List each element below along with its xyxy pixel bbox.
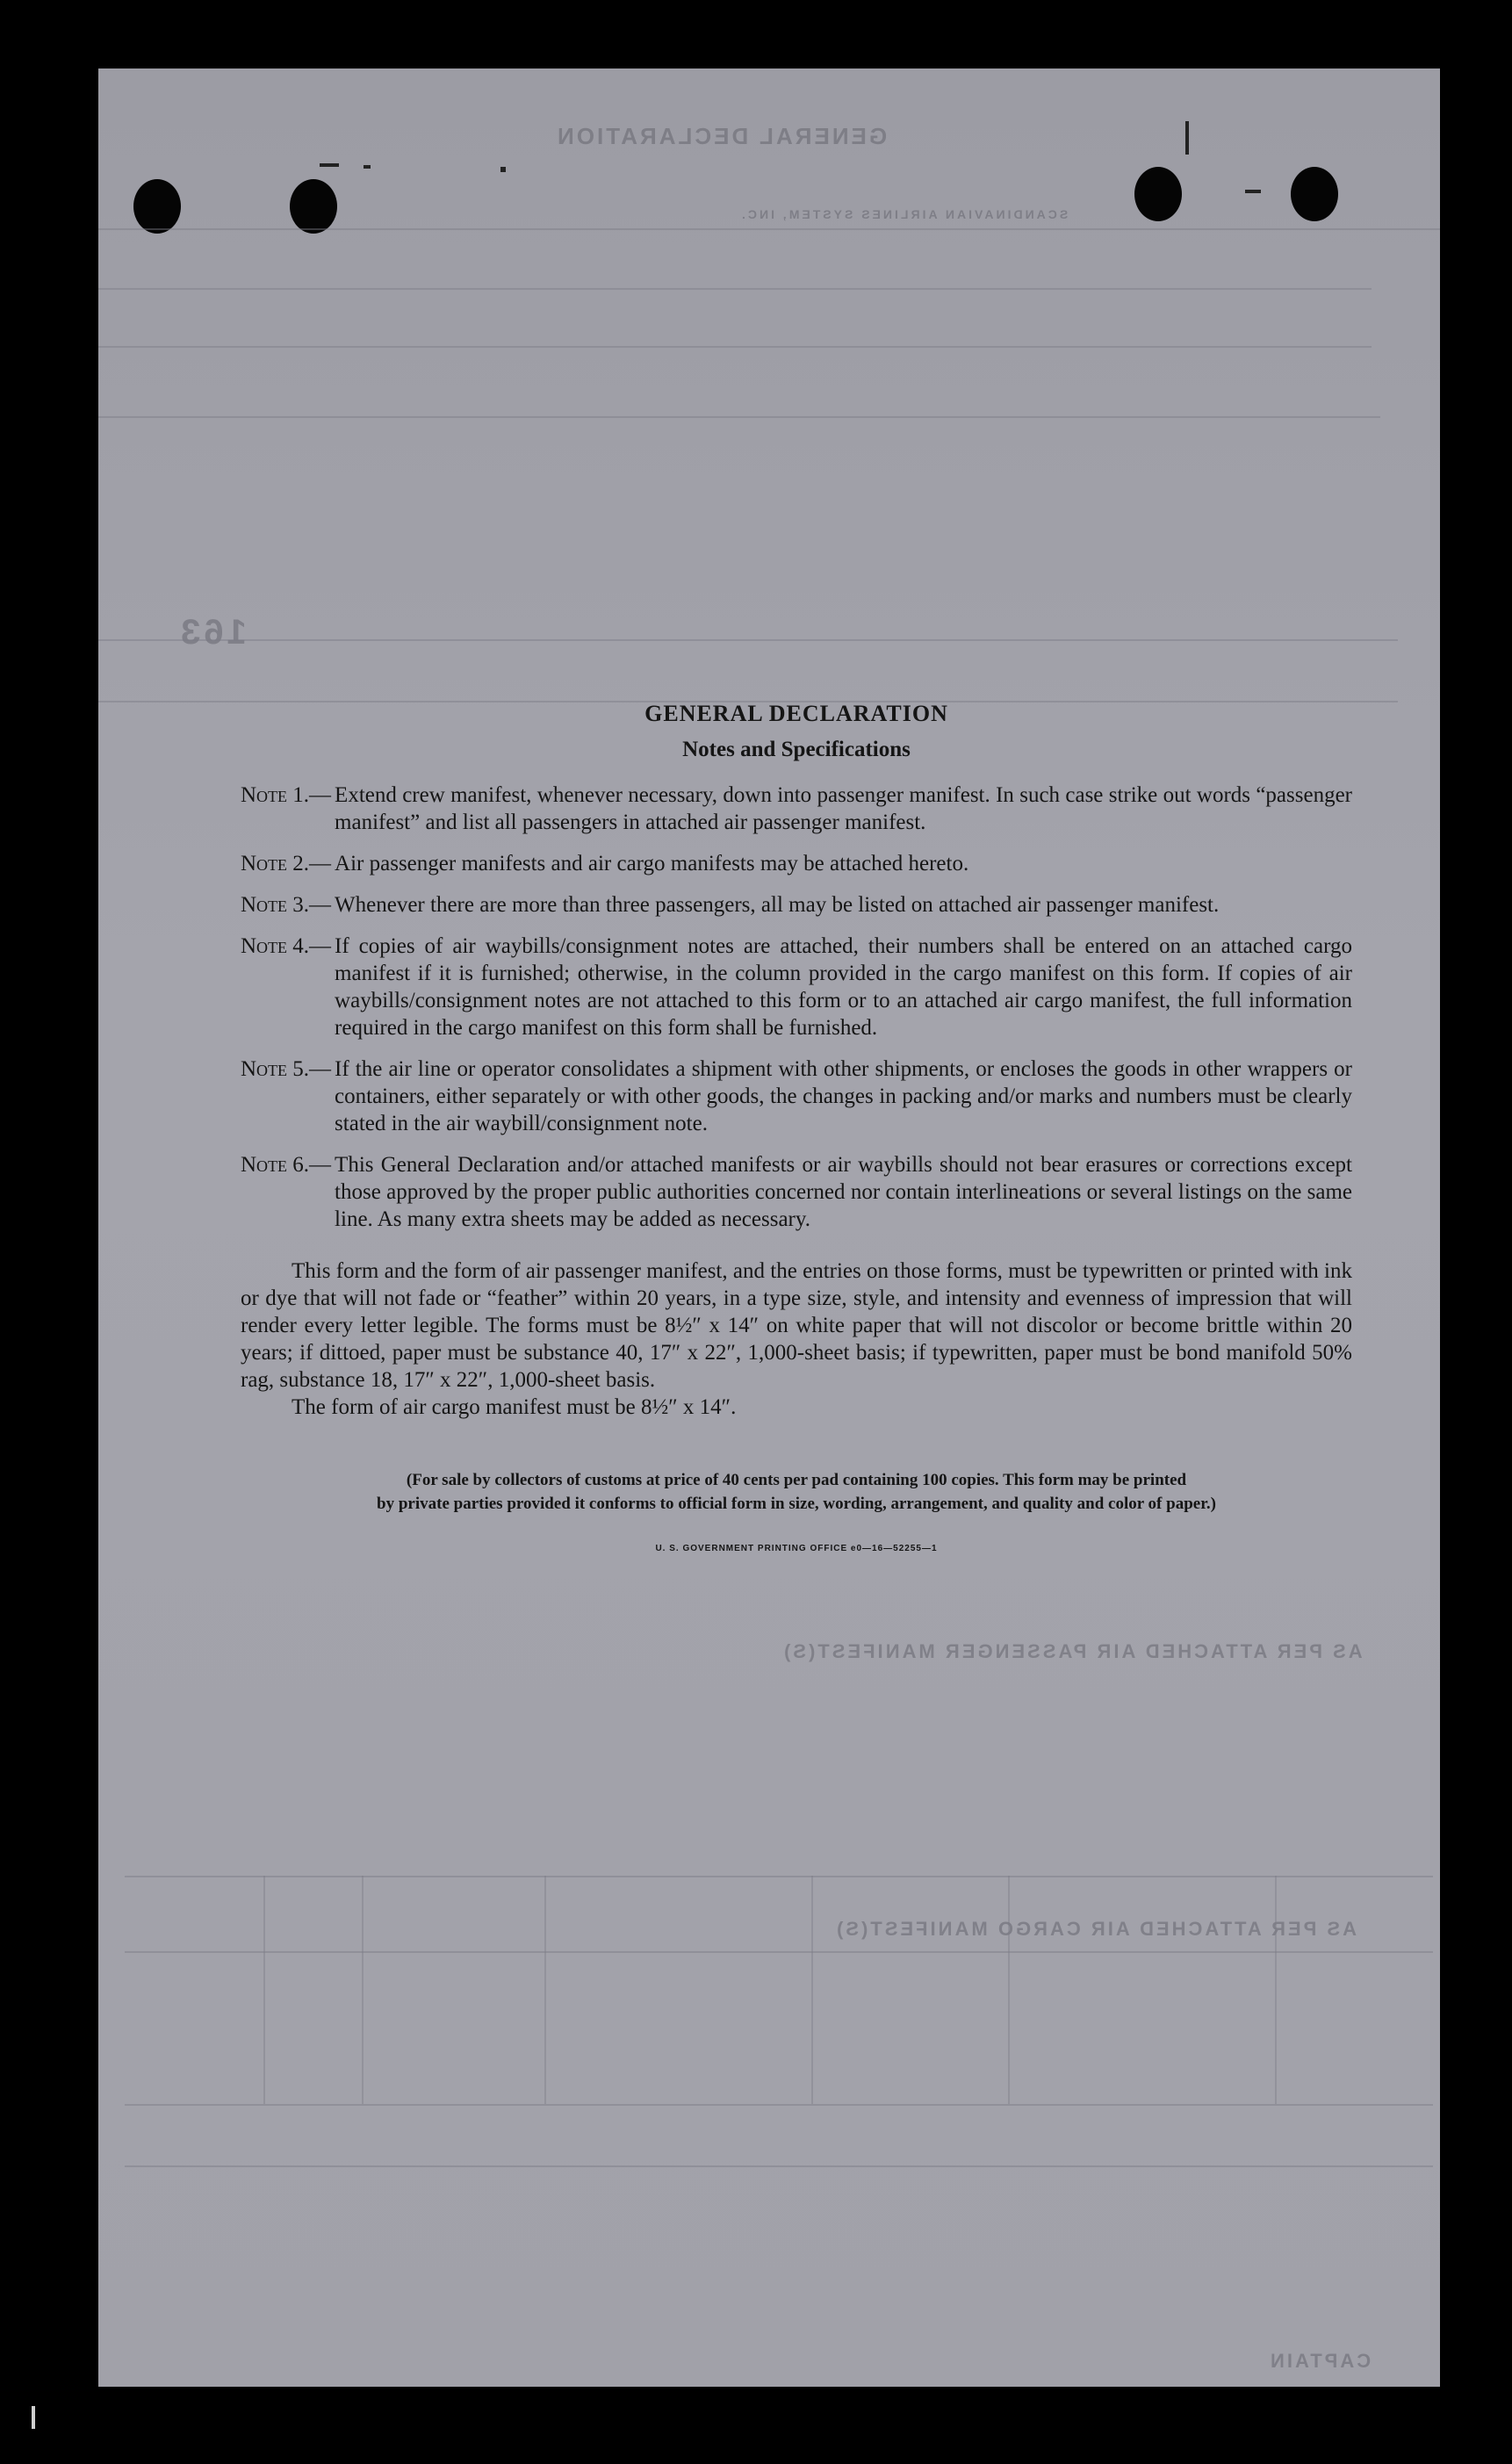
ink-speck [1245,190,1261,193]
printer-imprint: U. S. GOVERNMENT PRINTING OFFICE e0—16—52255—1 [655,1544,938,1553]
punch-hole-left-1 [133,179,181,234]
show-through-rule [125,1951,1433,1953]
show-through-rule [98,288,1372,290]
note-text: Air passenger manifests and air cargo manifests may be attached hereto. [335,852,969,875]
note-1 [241,782,1352,836]
show-through-column [362,1876,364,2104]
sale-notice-line-1: (For sale by collectors of customs at price of 40 cents per pad containing 100 copies. This form may be printed [406,1471,1187,1489]
document-subtitle: Notes and Specifications [682,738,911,761]
show-through-column [544,1876,546,2104]
notes-and-specifications [241,701,1352,1553]
show-through-rule [98,346,1372,348]
show-through-captain: CAPTAIN [1268,2350,1372,2372]
show-through-rule [125,2104,1433,2106]
note-text: Extend crew manifest, whenever necessary, down into passenger manifest. In such case strike out words “passenger manifest” and list all passengers in attached air passenger manifest. [335,783,1352,834]
note-label: Note 3.— [241,893,332,917]
ink-speck [1185,121,1189,155]
show-through-column [1275,1876,1277,2104]
show-through-rule [125,1876,1433,1877]
note-text: Whenever there are more than three passengers, all may be listed on attached air passenger manifest. [335,893,1220,917]
show-through-cargo-stamp: AS PER ATTACHED AIR CARGO MANIFEST(S) [834,1918,1357,1940]
ink-speck [500,167,506,172]
note-label: Note 6.— [241,1153,332,1177]
note-label: Note 5.— [241,1057,332,1081]
cargo-form-size-line: The form of air cargo manifest must be 8½″ x 14″. [292,1395,737,1419]
show-through-passenger-stamp: AS PER ATTACHED AIR PASSENGER MANIFEST(S) [781,1640,1363,1662]
ink-speck [320,163,339,167]
show-through-column [1008,1876,1010,2104]
form-requirements-paragraph: This form and the form of air passenger manifest, and the entries on those forms, must be typewritten or printed with ink or dye that will not fade or “feather” within 20 years, in a type size, style, and intensity and evenness of impression that will render every letter legible. The forms must be 8½″ x 14″ on white paper that will not discolor or become brittle within 20 years; if dittoed, paper must be substance 40, 17″ x 22″, 1,000-sheet basis; if typewritten, paper must be bond manifold 50% rag, substance 18, 17″ x 22″, 1,000-sheet basis. [241,1259,1352,1392]
note-label: Note 4.— [241,934,332,958]
punch-hole-left-2 [290,179,337,234]
note-3 [241,891,1352,919]
show-through-rule [98,639,1398,641]
show-through-page-number: 163 [177,613,247,652]
note-text: If copies of air waybills/consignment notes are attached, their numbers shall be entered on an attached cargo manifest if it is furnished; otherwise, in the column provided in the cargo manifest on this form. If copies of air waybills/consignment notes are not attached to this form or to an attached air cargo manifest, the full information required in the cargo manifest on this form shall be furnished. [335,934,1352,1040]
note-text: This General Declaration and/or attached manifests or air waybills should not bear erasures or corrections except those approved by the proper public authorities concerned nor contain interlineations or several listings on the same line. As many extra sheets may be added as necessary. [335,1153,1352,1231]
edge-mark [32,2406,35,2429]
sale-notice-line-2: by private parties provided it conforms to official form in size, wording, arrangement, and quality and color of paper.) [377,1495,1216,1513]
punch-hole-right-1 [1134,167,1182,221]
sale-notice [241,1468,1352,1516]
show-through-column [263,1876,265,2104]
ink-speck [364,165,371,169]
note-text: If the air line or operator consolidates a shipment with other shipments, or encloses the goods in other wrappers or containers, either separately or with other goods, the changes in packing and/or marks and numbers must be clearly stated in the air waybill/consignment note. [335,1057,1352,1135]
note-label: Note 2.— [241,852,332,875]
document-title: GENERAL DECLARATION [644,701,948,726]
note-2 [241,850,1352,877]
note-6 [241,1151,1352,1233]
show-through-header-title: GENERAL DECLARATION [555,123,888,149]
note-5 [241,1055,1352,1137]
show-through-rule [98,416,1380,418]
note-4 [241,933,1352,1041]
show-through-rule [98,228,1440,230]
show-through-airline: SCANDINAVIAN AIRLINES SYSTEM, INC. [739,207,1069,221]
punch-hole-right-2 [1291,167,1338,221]
show-through-column [811,1876,813,2104]
note-label: Note 1.— [241,783,332,807]
show-through-rule [125,2165,1433,2167]
